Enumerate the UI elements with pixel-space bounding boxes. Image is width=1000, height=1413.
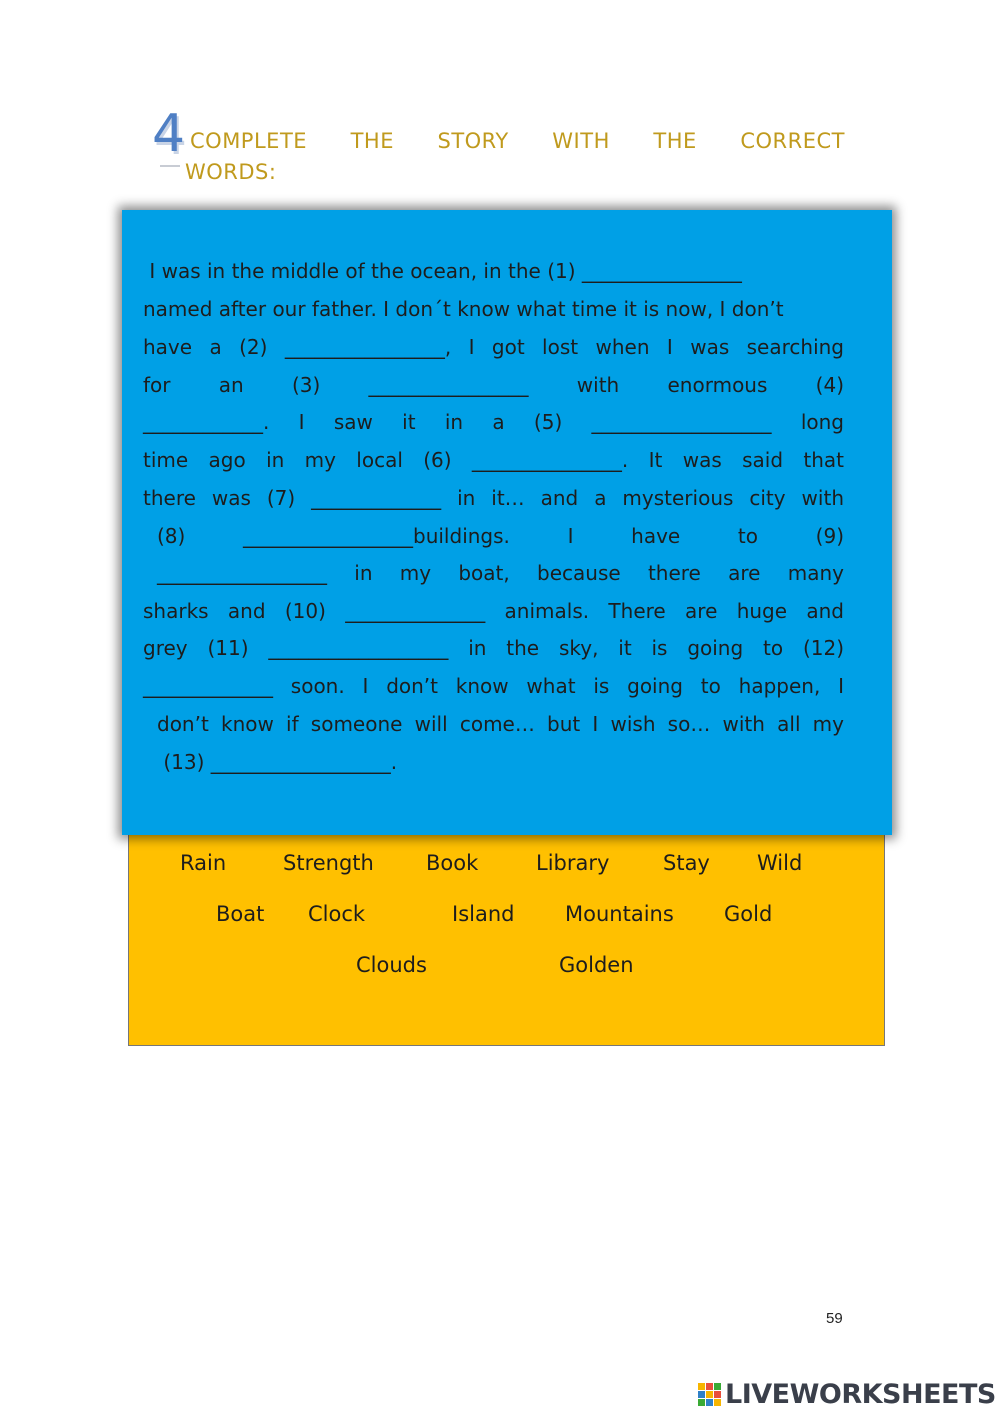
word-bank-word: Golden	[559, 953, 634, 977]
story-line-13: don’t know if someone will come… but I wish so… with all my	[157, 712, 844, 736]
number-underline	[160, 165, 180, 167]
story-line-11: grey (11) __________________ in the sky, it is going to (12)	[143, 636, 844, 660]
story-line-1: I was in the middle of the ocean, in the (1) ________________	[143, 259, 742, 283]
story-line-2: named after our father. I don´t know what time it is now, I don’t	[143, 297, 784, 321]
story-line-4: for an (3) ________________ with enormous (4)	[143, 373, 844, 397]
story-line-14: (13) __________________.	[157, 750, 398, 774]
word-bank-word: Stay	[663, 851, 710, 875]
story-line-12: _____________ soon. I don’t know what is going to happen, I	[143, 674, 844, 698]
word-bank-word: Clouds	[356, 953, 427, 977]
story-line-6: time ago in my local (6) _______________. It was said that	[143, 448, 844, 472]
page-number: 59	[826, 1310, 843, 1327]
brand-name: LIVEWORKSHEETS	[725, 1378, 996, 1410]
story-line-3: have a (2) ________________, I got lost when I was searching	[143, 335, 844, 359]
brand[interactable]	[698, 1377, 996, 1411]
instruction-line-2: WORDS:	[185, 160, 277, 184]
word-bank-word: Wild	[757, 851, 803, 875]
instruction-word: STORY	[437, 129, 509, 153]
word-bank-word: Boat	[216, 902, 265, 926]
story-line-7: there was (7) _____________ in it… and a mysterious city with	[143, 486, 844, 510]
instruction-line-1	[190, 122, 845, 160]
instruction-word: COMPLETE	[190, 129, 308, 153]
word-bank-word: Mountains	[565, 902, 674, 926]
story-line-5: ____________. I saw it in a (5) __________________ long	[143, 410, 844, 434]
word-bank-word: Clock	[308, 902, 366, 926]
word-bank-word: Strength	[283, 851, 374, 875]
instruction-word: CORRECT	[740, 129, 845, 153]
liveworksheets-logo-icon	[698, 1381, 722, 1407]
word-bank-word: Island	[452, 902, 515, 926]
story-line-9: _________________ in my boat, because there are many	[157, 561, 844, 585]
word-bank-word: Library	[536, 851, 610, 875]
instruction-word: WITH	[552, 129, 610, 153]
instruction-word: THE	[350, 129, 394, 153]
instruction-word: THE	[653, 129, 697, 153]
story-line-10: sharks and (10) ______________ animals. There are huge and	[143, 599, 844, 623]
exercise-number: 4	[152, 104, 184, 164]
story-line-8: (8) _________________buildings. I have to (9)	[157, 524, 844, 548]
word-bank-word: Gold	[724, 902, 773, 926]
word-bank-word: Book	[426, 851, 479, 875]
word-bank-word: Rain	[180, 851, 227, 875]
